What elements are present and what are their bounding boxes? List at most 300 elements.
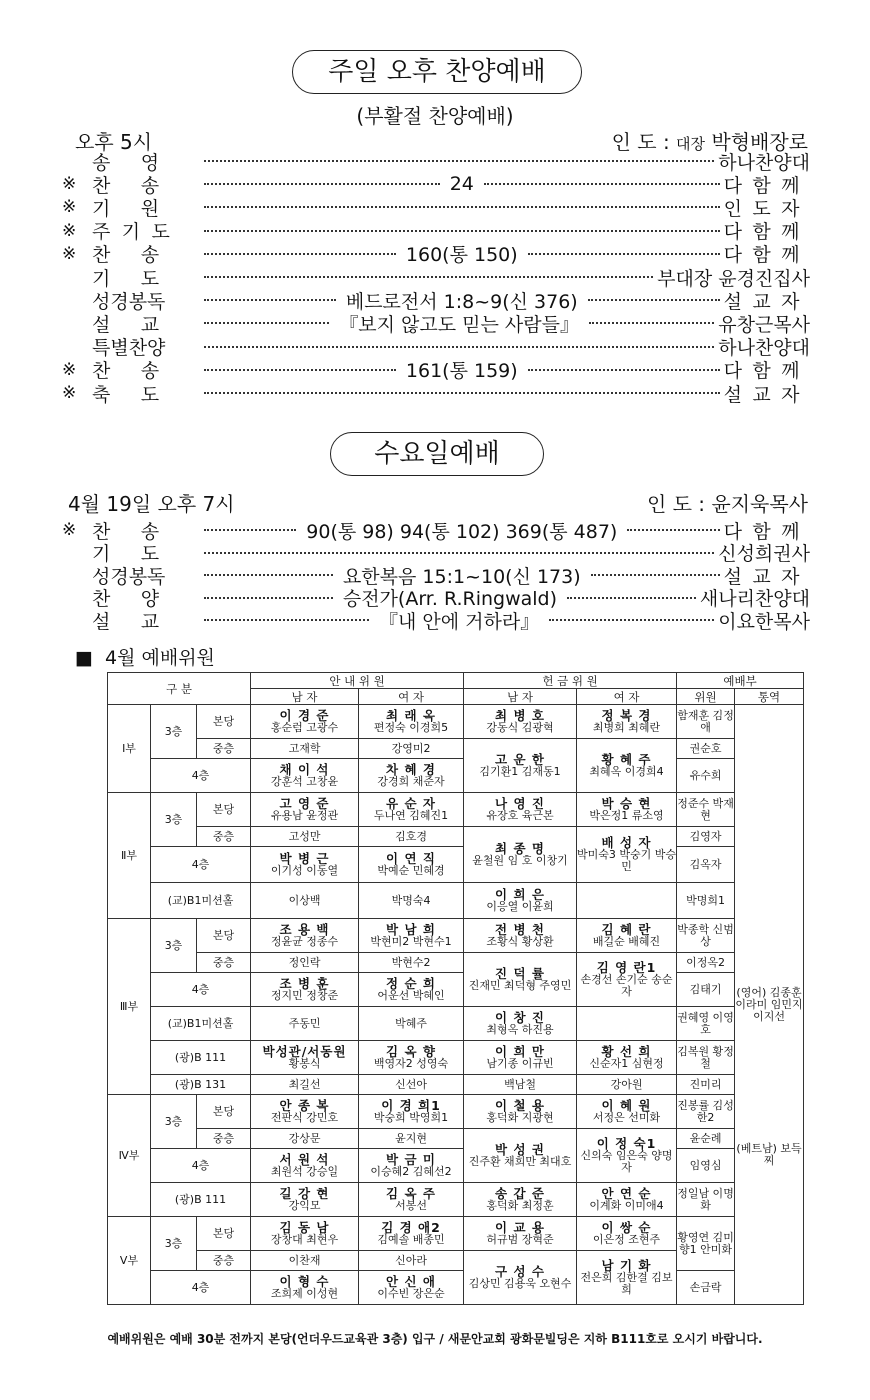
lead-name: 김 옥 향 (386, 1043, 436, 1059)
order-row (62, 196, 810, 218)
venue-label: 중층 (197, 1129, 251, 1149)
floor-label: 3층 (151, 1095, 197, 1149)
sunday-subtitle: (부활절 찬양예배) (356, 104, 514, 128)
order-detail: 베드로전서 1:8~9(신 376) (345, 290, 578, 313)
floor-label: 3층 (151, 919, 197, 973)
roster-cell (359, 1149, 464, 1183)
member-names: 신순자1 심현정 (589, 1056, 664, 1070)
member-names: 김예솔 배종민 (377, 1232, 445, 1246)
roster-cell (577, 1183, 677, 1217)
leader-dots (204, 276, 653, 278)
roster-cell (577, 1129, 677, 1183)
roster-cell (464, 827, 577, 883)
member-names: 두나연 김혜진1 (373, 808, 449, 822)
member-names: 진주환 채희만 최대호 (468, 1154, 572, 1168)
member-names: 김기환1 김재동1 (479, 764, 561, 778)
member-names: 주동민 (288, 1016, 321, 1030)
roster-cell (251, 739, 359, 759)
member-names: 이응열 이윤희 (486, 899, 554, 913)
order-item: 송영 (92, 151, 190, 174)
lead-name: 서 원 석 (279, 1151, 330, 1167)
venue-label: 본당 (197, 1095, 251, 1129)
order-item: 설교 (92, 313, 190, 336)
order-item: 성경봉독 (92, 290, 166, 313)
lead-name: 이 교 용 (495, 1219, 545, 1235)
roster-cell (677, 705, 735, 739)
roster-cell (677, 847, 735, 883)
member-names: 강동식 김광혁 (486, 720, 554, 734)
roster-cell (677, 739, 735, 759)
sunday-time: 오후 5시 (75, 130, 153, 154)
member-names: 정인락 (288, 955, 321, 969)
order-row (62, 359, 810, 381)
lead-name: 고 영 준 (279, 795, 330, 811)
roster-cell (251, 953, 359, 973)
venue-label: 중층 (197, 827, 251, 847)
lead-name: 조 병 훈 (279, 975, 330, 991)
member-names: 박예순 민혜경 (377, 863, 445, 877)
member-names: 고성만 (288, 829, 321, 843)
roster-cell (677, 793, 735, 827)
member-names: 서봉선 (395, 1198, 427, 1212)
lead-name: 이 경 희1 (381, 1097, 441, 1113)
roster-cell (464, 919, 577, 953)
required-mark: ※ (62, 520, 77, 540)
lead-name: 이 경 준 (279, 707, 330, 723)
roster-cell (577, 1095, 677, 1129)
order-row (62, 519, 810, 541)
member-names: 장창대 최현우 (270, 1232, 339, 1246)
sunday-title: 주일 오후 찬양예배 (292, 50, 582, 94)
roster-cell (677, 973, 735, 1007)
roster-cell (677, 1271, 735, 1305)
roster-cell (359, 793, 464, 827)
member-names: 윤철원 임 호 이창기 (472, 853, 568, 867)
member-names: 조황식 황상환 (486, 934, 554, 948)
member-names: 홍덕화 지광현 (486, 1110, 554, 1124)
order-detail: 161(통 159) (405, 360, 518, 383)
interp-cell (735, 705, 804, 1305)
member-names: 권혜영 이영호 (677, 1010, 734, 1036)
leader-dots (627, 529, 719, 531)
member-names: 최원석 강승일 (270, 1164, 339, 1178)
floor-label: 3층 (151, 1217, 197, 1271)
order-detail: 요한복음 15:1~10(신 173) (342, 565, 581, 588)
member-names: 조희제 이성현 (270, 1286, 339, 1300)
member-names: 이계화 이미애4 (589, 1198, 664, 1212)
order-item: 기원 (92, 197, 190, 220)
member-names: 박현수2 (391, 955, 431, 969)
roster-cell (359, 1217, 464, 1251)
member-names: 박현미2 박현수1 (370, 934, 452, 948)
order-detail: 『보지 않고도 믿는 사람들』 (339, 313, 579, 336)
venue-label: (광)B 131 (151, 1075, 251, 1095)
roster-cell (577, 953, 677, 1007)
header-gubun: 구 분 (108, 673, 251, 705)
leader-dots (204, 529, 296, 531)
roster-cell (359, 1251, 464, 1271)
order-detail: 90(통 98) 94(통 102) 369(통 487) (306, 520, 618, 543)
roster-cell (251, 1271, 359, 1305)
order-person: 설교자 (723, 290, 810, 313)
leader-dots (567, 597, 696, 599)
roster-cell (464, 1041, 577, 1075)
roster-cell (251, 705, 359, 739)
header-interp: 통역 (735, 689, 804, 705)
order-person: 이요한목사 (718, 610, 810, 633)
member-names: 전판식 강민호 (270, 1110, 339, 1124)
order-person: 인도자 (723, 197, 810, 220)
member-names: 김복원 황정철 (677, 1044, 734, 1070)
leader-dots (204, 206, 720, 208)
lead-name: 이 혜 원 (601, 1097, 652, 1113)
order-row (62, 220, 810, 242)
required-mark: ※ (62, 383, 77, 403)
member-names: 임영심 (689, 1158, 722, 1172)
member-names: 강아원 (610, 1077, 643, 1091)
venue-label: 중층 (197, 953, 251, 973)
member-names: 신선아 (395, 1077, 427, 1091)
order-detail: 160(통 150) (405, 244, 518, 267)
roster-cell (677, 1041, 735, 1075)
order-item: 기도 (92, 543, 190, 565)
roster-cell (577, 827, 677, 883)
order-person: 신성희권사 (718, 543, 810, 565)
roster-cell (359, 1271, 464, 1305)
leader-role: 대장 (676, 135, 706, 153)
roster-cell (464, 1129, 577, 1183)
order-row (62, 587, 810, 609)
roster-cell (464, 1251, 577, 1305)
roster-cell (577, 1217, 677, 1251)
member-names: 고재학 (288, 741, 321, 755)
member-names: 김영자 (689, 829, 722, 843)
roster-cell (464, 1095, 577, 1129)
roster-cell (251, 1041, 359, 1075)
order-person: 새나리찬양대 (699, 588, 810, 610)
roster-cell (464, 953, 577, 1007)
floor-label: 3층 (151, 705, 197, 759)
lead-name: 박 승 현 (601, 795, 652, 811)
member-names: 서정은 선미화 (592, 1110, 661, 1124)
member-names: 김호경 (395, 829, 427, 843)
roster-cell (251, 1149, 359, 1183)
leader-dots (204, 574, 333, 576)
member-names: 강영미2 (391, 741, 431, 755)
header-female: 여 자 (577, 689, 677, 705)
leader-dots (591, 574, 720, 576)
interp-english: (영어) 김종훈 이라미 임민지 이지선 (735, 986, 803, 1023)
roster-heading (75, 643, 215, 670)
roster-cell (359, 1075, 464, 1095)
lead-name: 박 남 희 (386, 921, 436, 937)
venue-label: (교)B1미션홀 (151, 1007, 251, 1041)
lead-name: 박 금 미 (386, 1151, 436, 1167)
order-person: 유창근목사 (718, 313, 811, 336)
order-person: 설교자 (723, 383, 810, 406)
member-names: 이은정 조현주 (592, 1232, 661, 1246)
leader-dots (204, 299, 336, 301)
member-names: 배길순 배혜진 (592, 934, 661, 948)
member-names: 윤순례 (689, 1131, 722, 1145)
roster-cell (251, 793, 359, 827)
floor-label: 3층 (151, 793, 197, 847)
footnote: 예배위원은 예배 30분 전까지 본당(언더우드교육관 3층) 입구 / 새문안교회 광화문빌딩은 지하 B111호로 오시기 바랍니다. (107, 1332, 763, 1346)
order-item: 찬양 (92, 588, 190, 610)
member-names: 유용남 윤정관 (270, 808, 339, 822)
member-names: 황봉식 (288, 1056, 321, 1070)
roster-cell (359, 919, 464, 953)
member-names: 강경희 채준자 (377, 774, 445, 788)
lead-name: 나 영 진 (495, 795, 545, 811)
member-names: 어운선 박혜인 (377, 988, 445, 1002)
roster-cell (359, 759, 464, 793)
order-person: 다함께 (723, 360, 811, 383)
order-person: 설교자 (723, 565, 810, 588)
roster-cell (251, 973, 359, 1007)
member-names: 박명희1 (686, 893, 725, 907)
member-names: 정지민 정창준 (270, 988, 339, 1002)
member-names: 강훈석 고창윤 (270, 774, 339, 788)
roster-cell (677, 883, 735, 919)
lead-name: 김 옥 주 (386, 1185, 436, 1201)
lead-name: 이 형 수 (279, 1273, 330, 1289)
lead-name: 이 연 직 (386, 850, 436, 866)
member-names: 박명숙4 (391, 893, 431, 907)
lead-name: 진 덕 률 (495, 965, 545, 981)
order-row (62, 336, 810, 358)
required-mark: ※ (62, 359, 77, 380)
member-names: 최병희 최혜란 (592, 720, 661, 734)
roster-cell (359, 883, 464, 919)
lead-name: 정 복 경 (601, 707, 652, 723)
member-names: 이수빈 장은순 (377, 1286, 445, 1300)
lead-name: 김 혜 란 (601, 921, 652, 937)
member-names: 박종학 신범상 (677, 922, 734, 948)
roster-cell (677, 759, 735, 793)
member-names: 최형옥 하진용 (486, 1022, 554, 1036)
lead-name: 안 연 순 (601, 1185, 652, 1201)
roster-cell (251, 1217, 359, 1251)
member-names: 손경선 손기순 송순자 (580, 972, 673, 998)
square-icon: ■ (75, 647, 93, 669)
roster-cell (677, 1007, 735, 1041)
member-names: 박미숙3 박숭기 박승민 (577, 847, 677, 873)
order-item: 특별찬양 (92, 337, 166, 360)
order-row (62, 266, 810, 288)
order-row (62, 542, 810, 564)
roster-cell (577, 705, 677, 739)
order-person: 다함께 (723, 244, 811, 267)
roster-cell (359, 1095, 464, 1129)
order-detail: 『내 안에 거하라』 (379, 610, 540, 633)
floor-label: 4층 (151, 759, 251, 793)
roster-cell (577, 1251, 677, 1305)
roster-cell (251, 1251, 359, 1271)
order-row (62, 564, 810, 586)
header-member: 위원 (677, 689, 735, 705)
member-names: 이기성 이동열 (270, 863, 339, 877)
venue-label: 중층 (197, 1251, 251, 1271)
member-names: 함재훈 김정애 (677, 708, 734, 734)
leader-dots (204, 392, 720, 394)
member-names: 윤지현 (395, 1131, 427, 1145)
lead-name: 유 순 자 (386, 795, 436, 811)
member-names: 강상문 (288, 1131, 321, 1145)
member-names: 진봉률 김성한2 (677, 1098, 734, 1124)
lead-name: 차 혜 경 (386, 761, 436, 777)
venue-label: 본당 (197, 705, 251, 739)
required-mark: ※ (62, 220, 77, 241)
venue-label: 본당 (197, 919, 251, 953)
leader-dots (549, 619, 714, 621)
order-person: 하나찬양대 (718, 337, 810, 360)
roster-cell (677, 827, 735, 847)
order-detail: 승전가(Arr. R.Ringwald) (342, 588, 558, 610)
roster-cell (464, 1183, 577, 1217)
lead-name: 채 이 석 (279, 761, 330, 777)
roster-cell (359, 847, 464, 883)
roster-cell (359, 953, 464, 973)
member-names: 정준수 박재현 (677, 796, 734, 822)
lead-name: 조 용 백 (279, 921, 330, 937)
order-row (62, 173, 810, 195)
roster-cell (251, 847, 359, 883)
order-row (62, 312, 810, 334)
member-names: 홍순럼 고광수 (270, 720, 339, 734)
leader-dots (204, 160, 714, 162)
part-label: Ⅴ부 (108, 1217, 151, 1305)
lead-name: 최 래 옥 (386, 707, 436, 723)
leader-dots (528, 253, 720, 255)
member-names: 유수희 (689, 768, 722, 782)
header-male: 남 자 (464, 689, 577, 705)
roster-cell (251, 919, 359, 953)
lead-name: 고 운 한 (495, 751, 545, 767)
roster-cell (677, 1217, 735, 1271)
member-names: 이상백 (288, 893, 321, 907)
roster-cell (359, 1129, 464, 1149)
leader-dots (204, 619, 369, 621)
member-names: 최혜옥 이경희4 (589, 764, 664, 778)
member-names: 백남철 (504, 1077, 536, 1091)
member-names: 신아라 (395, 1253, 427, 1267)
lead-name: 최 종 명 (495, 840, 545, 856)
member-names: 손금락 (689, 1280, 722, 1294)
venue-label: 본당 (197, 1217, 251, 1251)
required-mark: ※ (62, 197, 77, 218)
roster-cell (251, 1183, 359, 1217)
order-item: 기도 (92, 267, 190, 290)
lead-name: 정 순 희 (386, 975, 436, 991)
roster-cell (359, 827, 464, 847)
lead-name: 배 성 자 (601, 834, 652, 850)
lead-name: 이 희 은 (495, 886, 545, 902)
order-item: 설교 (92, 610, 190, 633)
lead-name: 길 강 현 (279, 1185, 330, 1201)
roster-cell (464, 1007, 577, 1041)
lead-name: 박 병 근 (279, 850, 330, 866)
roster-cell (577, 1041, 677, 1075)
lead-name: 이 희 만 (495, 1043, 545, 1059)
header-female: 여 자 (359, 689, 464, 705)
lead-name: 김 영 란1 (596, 959, 657, 975)
venue-label: (광)B 111 (151, 1041, 251, 1075)
required-mark: ※ (62, 243, 77, 264)
leader-dots (528, 369, 720, 371)
roster-cell (677, 1149, 735, 1183)
lead-name: 이 창 진 (495, 1009, 545, 1025)
leader-dots (204, 230, 720, 232)
roster-cell (577, 919, 677, 953)
leader-name: 박형배장로 (711, 130, 808, 154)
part-label: Ⅰ부 (108, 705, 151, 793)
member-names: 김옥자 (689, 857, 722, 871)
order-item: 성경봉독 (92, 565, 166, 588)
leader-dots (484, 183, 720, 185)
roster-cell (677, 1075, 735, 1095)
roster-cell (677, 953, 735, 973)
venue-label: 본당 (197, 793, 251, 827)
venue-label: (교)B1미션홀 (151, 883, 251, 919)
order-item: 축도 (92, 383, 190, 406)
order-item: 찬송 (92, 520, 190, 543)
member-names: 최길선 (288, 1077, 321, 1091)
roster-cell (464, 793, 577, 827)
lead-name: 이 쌍 순 (601, 1219, 652, 1235)
lead-name: 남 기 화 (601, 1257, 652, 1273)
order-row (62, 382, 810, 404)
roster-cell (464, 883, 577, 919)
header-offering: 헌 금 위 원 (464, 673, 677, 689)
member-names: 이찬재 (288, 1253, 321, 1267)
venue-label: 중층 (197, 739, 251, 759)
order-person: 다함께 (723, 174, 811, 197)
leader-dots (589, 322, 714, 324)
order-person: 부대장 윤경진집사 (657, 267, 810, 290)
leader-dots (204, 346, 714, 348)
order-person: 하나찬양대 (718, 151, 810, 174)
roster-cell (359, 1041, 464, 1075)
venue-label: (광)B 111 (151, 1183, 251, 1217)
roster-title: 4월 예배위원 (105, 647, 215, 669)
member-names: 홍덕화 최정훈 (486, 1198, 554, 1212)
lead-name: 이 정 숙1 (596, 1135, 657, 1151)
floor-label: 4층 (151, 973, 251, 1007)
roster-cell (464, 705, 577, 739)
leader-dots (588, 299, 720, 301)
member-names: 남기종 이규빈 (486, 1056, 554, 1070)
lead-name: 최 병 호 (495, 707, 545, 723)
member-names: 진재민 최덕형 주영민 (468, 978, 572, 992)
leader-dots (204, 253, 396, 255)
member-names: 박은정1 류소영 (589, 808, 664, 822)
member-names: 박숭희 박영희1 (373, 1110, 449, 1124)
member-names: 진미리 (689, 1077, 722, 1091)
roster-cell (677, 1129, 735, 1149)
floor-label: 4층 (151, 1271, 251, 1305)
member-names: 이정옥2 (686, 955, 725, 969)
floor-label: 4층 (151, 1149, 251, 1183)
roster-cell (251, 1075, 359, 1095)
leader-dots (204, 322, 329, 324)
leader-dots (204, 369, 396, 371)
leader-dots (204, 183, 440, 185)
lead-name: 황 선 희 (601, 1043, 652, 1059)
roster-cell (577, 793, 677, 827)
order-item: 찬송 (92, 244, 190, 267)
member-names: 황영연 김미향1 안미화 (677, 1230, 734, 1256)
